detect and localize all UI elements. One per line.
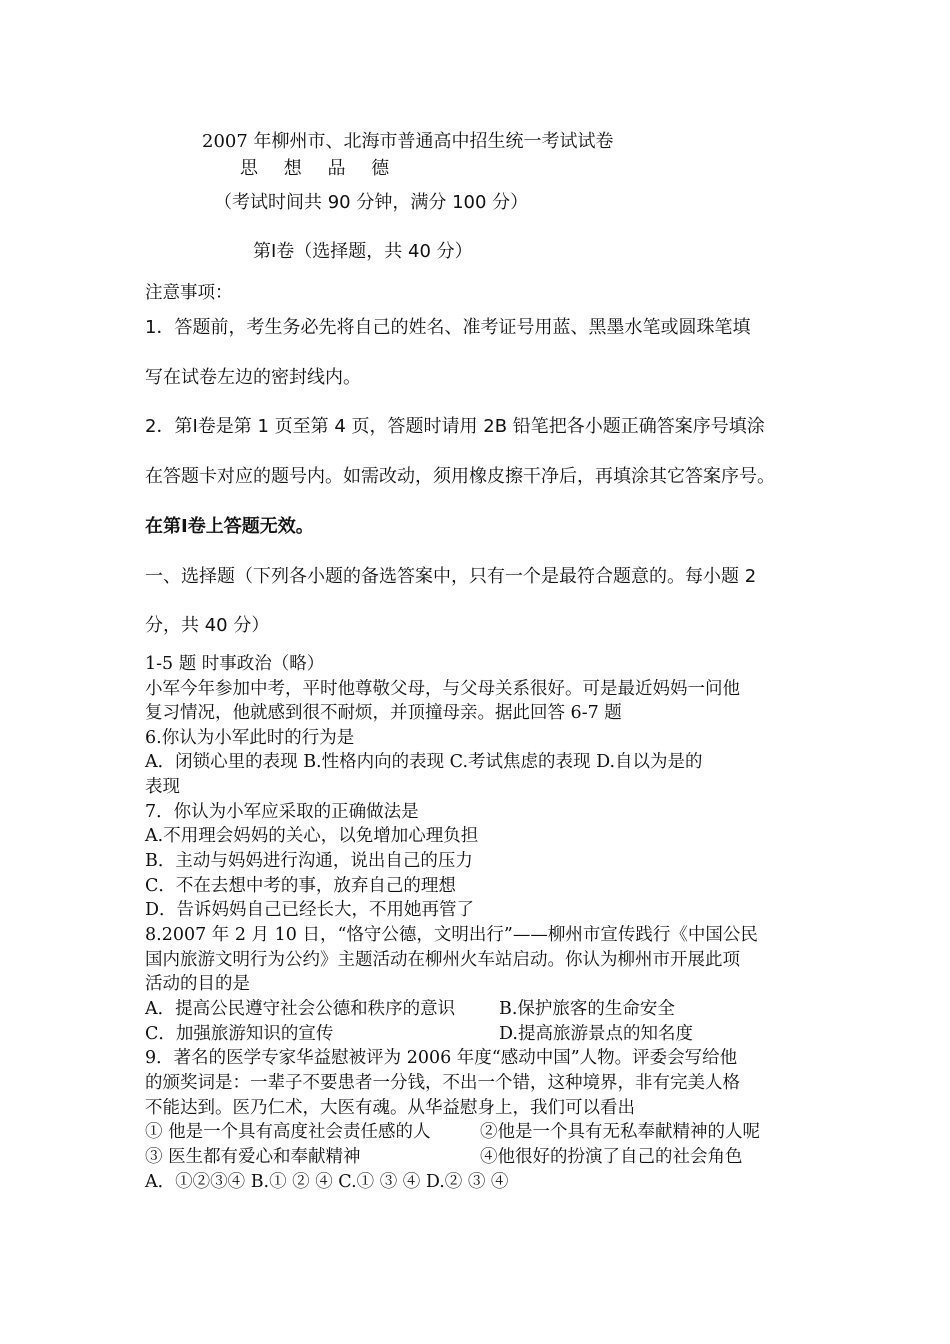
- question-9-line-1: 9．著名的医学专家华益慰被评为 2006 年度“感动中国”人物。评委会写给他: [145, 1048, 738, 1068]
- question-9-statement-1: ① 他是一个具有高度社会责任感的人: [145, 1122, 431, 1142]
- subject-title: 思 想 品 德: [240, 158, 400, 179]
- section-heading-line-2: 分，共 40 分）: [145, 615, 270, 636]
- section-heading-line-1: 一、选择题（下列各小题的备选答案中，只有一个是最符合题意的。每小题 2: [145, 566, 757, 587]
- question-9-options: A．①②③④ B.① ② ④ C.① ③ ④ D.② ③ ④: [145, 1172, 509, 1192]
- note-1-line-1: 1．答题前，考生务必先将自己的姓名、准考证号用蓝、黑墨水笔或圆珠笔填: [145, 317, 751, 338]
- volume-title: 第Ⅰ卷（选择题，共 40 分）: [253, 241, 473, 262]
- note-2-line-1: 2．第Ⅰ卷是第 1 页至第 4 页，答题时请用 2B 铅笔把各小题正确答案序号填涂: [145, 416, 765, 437]
- question-8-option-d: D.提高旅游景点的知名度: [499, 1024, 693, 1044]
- question-7-option-d: D．告诉妈妈自己已经长大，不用她再管了: [145, 900, 475, 920]
- note-1-line-2: 写在试卷左边的密封线内。: [145, 367, 361, 388]
- question-8-option-a: A．提高公民遵守社会公德和秩序的意识: [145, 999, 456, 1019]
- question-8-option-b: B.保护旅客的生命安全: [499, 999, 675, 1019]
- question-9-statement-4: ④他很好的扮演了自己的社会角色: [480, 1147, 743, 1167]
- passage-line-2: 复习情况，他就感到很不耐烦，并顶撞母亲。据此回答 6-7 题: [145, 703, 622, 723]
- question-9-statement-2: ②他是一个具有无私奉献精神的人呢: [480, 1122, 760, 1142]
- question-6: 6.你认为小军此时的行为是: [145, 728, 355, 748]
- exam-info: （考试时间共 90 分钟，满分 100 分）: [214, 192, 529, 213]
- question-6-options: A．闭锁心里的表现 B.性格内向的表现 C.考试焦虑的表现 D.自以为是的: [145, 752, 703, 772]
- question-7-option-c: C．不在去想中考的事，放弃自己的理想: [145, 876, 456, 896]
- question-7-option-a: A.不用理会妈妈的关心，以免增加心理负担: [145, 826, 479, 846]
- passage-line-1: 小军今年参加中考，平时他尊敬父母，与父母关系很好。可是最近妈妈一问他: [145, 679, 740, 699]
- question-9-line-2: 的颁奖词是：一辈子不要患者一分钱，不出一个错，这种境界，非有完美人格: [145, 1073, 740, 1093]
- question-8-option-c: C．加强旅游知识的宣传: [145, 1024, 334, 1044]
- question-9-statement-3: ③ 医生都有爱心和奉献精神: [145, 1147, 361, 1167]
- question-7-option-b: B．主动与妈妈进行沟通，说出自己的压力: [145, 851, 473, 871]
- question-6-options-cont: 表现: [145, 777, 180, 797]
- note-3: 在第Ⅰ卷上答题无效。: [145, 516, 314, 537]
- notes-heading: 注意事项：: [145, 283, 233, 303]
- question-8-line-1: 8.2007 年 2 月 10 日，“恪守公德，文明出行”——柳州市宣传践行《中国公民: [145, 925, 758, 945]
- question-8-line-2: 国内旅游文明行为公约》主题活动在柳州火车站启动。你认为柳州市开展此项: [145, 950, 740, 970]
- question-7: 7．你认为小军应采取的正确做法是: [145, 802, 419, 822]
- question-9-line-3: 不能达到。医乃仁术，大医有魂。从华益慰身上，我们可以看出: [145, 1098, 635, 1118]
- question-1-5: 1-5 题 时事政治（略）: [145, 654, 325, 674]
- exam-title: 2007 年柳州市、北海市普通高中招生统一考试试卷: [202, 131, 614, 152]
- question-8-line-3: 活动的目的是: [145, 974, 250, 994]
- note-2-line-2: 在答题卡对应的题号内。如需改动，须用橡皮擦干净后，再填涂其它答案序号。: [145, 466, 775, 487]
